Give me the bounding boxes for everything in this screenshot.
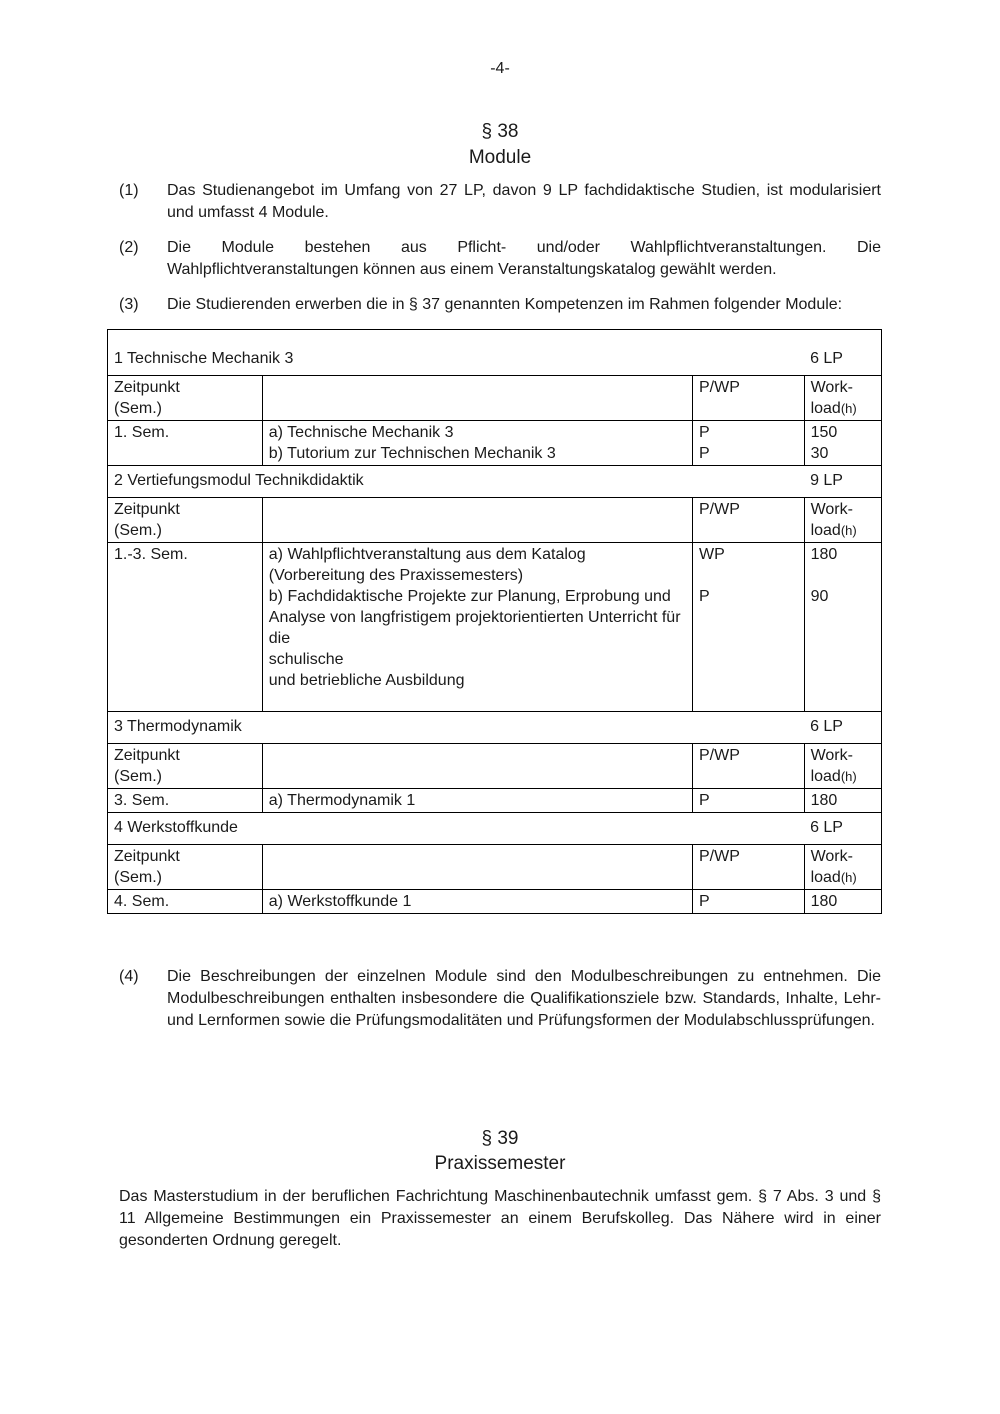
module-title-row xyxy=(108,330,882,376)
description-line: und betriebliche Ausbildung xyxy=(268,672,465,689)
header-workload-line1: Work- xyxy=(810,379,853,396)
row-description xyxy=(262,890,692,914)
header-zeitpunkt-line2: (Sem.) xyxy=(114,522,162,539)
paragraph-text: Die Beschreibungen der einzelnen Module sind den Modulbeschreibungen zu entnehmen. Die Modulbeschreibungen enthalten insbesondere die Qualifikationsziele bzw. Standards, Inhalte, Lehr- und Lernformen sowie die Prüfungsmodalitäten und Prüfungsformen der Modulabschlussprüfungen. xyxy=(167,968,881,1029)
header-workload-line2 xyxy=(811,520,875,541)
header-description xyxy=(262,376,692,421)
page-number: -4- xyxy=(490,60,510,77)
row-description xyxy=(262,789,692,813)
workload-value: 30 xyxy=(810,445,829,462)
pwp-value: P xyxy=(698,424,710,441)
pwp-value: WP xyxy=(698,546,725,563)
row-zeitpunkt: 1. Sem. xyxy=(108,421,263,466)
paragraph-text: Die Module bestehen aus Pflicht- und/oder Wahlpflichtveranstaltungen. Die Wahlpflichtveranstaltungen können aus einem Veranstaltungskatalog gewählt werden. xyxy=(167,239,881,278)
workload-value: 180 xyxy=(810,792,838,809)
section-39-number: § 39 xyxy=(481,1128,519,1149)
row-pwp xyxy=(692,789,804,813)
row-workload xyxy=(804,890,881,914)
workload-value: 180 xyxy=(810,893,838,910)
modules-table xyxy=(107,329,882,914)
pwp-value: P xyxy=(698,893,710,910)
module-title: 2 Vertiefungsmodul Technikdidaktik xyxy=(108,466,805,498)
description-line: (Vorbereitung des Praxissemesters) xyxy=(268,567,524,584)
pwp-value: P xyxy=(698,445,710,462)
section-39-paragraph xyxy=(119,1186,881,1252)
header-description xyxy=(262,845,692,890)
section-39-title: Praxissemester xyxy=(434,1153,566,1174)
header-workload-line1: Work- xyxy=(810,848,853,865)
header-workload-label: load xyxy=(810,400,841,417)
module-title: 1 Technische Mechanik 3 xyxy=(108,330,805,376)
pwp-value xyxy=(699,628,798,649)
header-zeitpunkt-line2: (Sem.) xyxy=(114,768,162,785)
header-zeitpunkt xyxy=(108,744,263,789)
description-line: a) Technische Mechanik 3 xyxy=(268,424,454,441)
workload-value xyxy=(811,565,875,586)
module-header-row xyxy=(108,498,882,543)
row-workload xyxy=(804,421,881,466)
module-header-row xyxy=(108,376,882,421)
header-workload-unit: (h) xyxy=(840,769,857,784)
header-workload-label: load xyxy=(810,768,841,785)
header-zeitpunkt xyxy=(108,498,263,543)
paragraph-number: (4) xyxy=(119,968,139,985)
row-pwp xyxy=(692,421,804,466)
header-workload-line2 xyxy=(811,766,875,787)
paragraph-number: (2) xyxy=(119,239,139,256)
module-header-row xyxy=(108,845,882,890)
header-zeitpunkt-line1: Zeitpunkt xyxy=(114,747,180,764)
description-line: b) Fachdidaktische Projekte zur Planung, Erprobung und xyxy=(268,588,671,605)
header-workload xyxy=(804,376,881,421)
row-description xyxy=(262,543,692,712)
header-workload-line2 xyxy=(811,398,875,419)
header-zeitpunkt-line2: (Sem.) xyxy=(114,869,162,886)
header-zeitpunkt-line1: Zeitpunkt xyxy=(114,501,180,518)
module-credit-points: 6 LP xyxy=(804,330,881,376)
header-workload-label: load xyxy=(810,869,841,886)
paragraph-1 xyxy=(119,180,881,224)
pwp-value xyxy=(699,607,798,628)
header-zeitpunkt-line1: Zeitpunkt xyxy=(114,848,180,865)
workload-value: 180 xyxy=(810,546,838,563)
module-title: 4 Werkstoffkunde xyxy=(108,813,805,845)
module-credit-points: 9 LP xyxy=(804,466,881,498)
header-workload xyxy=(804,845,881,890)
header-description xyxy=(262,744,692,789)
section-38-number: § 38 xyxy=(481,121,519,142)
row-zeitpunkt: 3. Sem. xyxy=(108,789,263,813)
pwp-value: P xyxy=(698,588,710,605)
header-workload-unit: (h) xyxy=(840,523,857,538)
pwp-value: P xyxy=(698,792,710,809)
row-description xyxy=(262,421,692,466)
header-workload-unit: (h) xyxy=(840,401,857,416)
workload-value: 150 xyxy=(810,424,838,441)
header-workload xyxy=(804,498,881,543)
header-description xyxy=(262,498,692,543)
header-workload-unit: (h) xyxy=(840,870,857,885)
header-workload-line2 xyxy=(811,867,875,888)
module-title-row xyxy=(108,712,882,744)
pwp-value xyxy=(699,649,798,670)
section-38-title: Module xyxy=(468,147,532,168)
paragraph-text: Das Studienangebot im Umfang von 27 LP, davon 9 LP fachdidaktische Studien, ist modularisiert und umfasst 4 Module. xyxy=(167,182,881,221)
module-title: 3 Thermodynamik xyxy=(108,712,805,744)
header-pwp: P/WP xyxy=(692,744,804,789)
workload-value xyxy=(811,607,875,628)
paragraph-text: Das Masterstudium in der beruflichen Fachrichtung Maschinenbautechnik umfasst gem. § 7 Abs. 3 und § 11 Allgemeine Bestimmungen ein Praxissemester an einem Berufskolleg. Das Nähere wird in einer gesonderten Ordnung geregelt. xyxy=(119,1188,881,1249)
header-zeitpunkt xyxy=(108,376,263,421)
row-workload xyxy=(804,543,881,712)
header-pwp: P/WP xyxy=(692,498,804,543)
row-pwp xyxy=(692,890,804,914)
header-workload-label: load xyxy=(810,522,841,539)
description-line: a) Wahlpflichtveranstaltung aus dem Katalog xyxy=(268,546,586,563)
pwp-value xyxy=(699,565,798,586)
row-pwp xyxy=(692,543,804,712)
row-zeitpunkt: 4. Sem. xyxy=(108,890,263,914)
description-line: b) Tutorium zur Technischen Mechanik 3 xyxy=(268,445,556,462)
header-pwp: P/WP xyxy=(692,845,804,890)
module-content-row xyxy=(108,890,882,914)
paragraph-number: (1) xyxy=(119,182,139,199)
row-zeitpunkt: 1.-3. Sem. xyxy=(108,543,263,712)
row-workload xyxy=(804,789,881,813)
paragraph-text: Die Studierenden erwerben die in § 37 genannten Kompetenzen im Rahmen folgender Module: xyxy=(167,296,843,313)
module-credit-points: 6 LP xyxy=(804,712,881,744)
header-workload xyxy=(804,744,881,789)
header-workload-line1: Work- xyxy=(810,747,853,764)
module-content-row xyxy=(108,421,882,466)
workload-value xyxy=(811,649,875,670)
workload-value xyxy=(811,628,875,649)
header-zeitpunkt xyxy=(108,845,263,890)
module-header-row xyxy=(108,744,882,789)
description-line: a) Werkstoffkunde 1 xyxy=(268,893,412,910)
description-line: a) Thermodynamik 1 xyxy=(268,792,416,809)
workload-value: 90 xyxy=(810,588,829,605)
paragraph-2 xyxy=(119,237,881,281)
module-title-row xyxy=(108,813,882,845)
paragraph-number: (3) xyxy=(119,296,139,313)
module-content-row xyxy=(108,543,882,712)
module-credit-points: 6 LP xyxy=(804,813,881,845)
header-pwp: P/WP xyxy=(692,376,804,421)
description-line: Analyse von langfristigem projektorientierten Unterricht für die xyxy=(268,609,681,647)
module-content-row xyxy=(108,789,882,813)
module-title-row xyxy=(108,466,882,498)
description-line: schulische xyxy=(268,651,344,668)
header-zeitpunkt-line2: (Sem.) xyxy=(114,400,162,417)
paragraph-3 xyxy=(119,294,881,316)
paragraph-4 xyxy=(119,966,881,1032)
header-zeitpunkt-line1: Zeitpunkt xyxy=(114,379,180,396)
header-workload-line1: Work- xyxy=(810,501,853,518)
